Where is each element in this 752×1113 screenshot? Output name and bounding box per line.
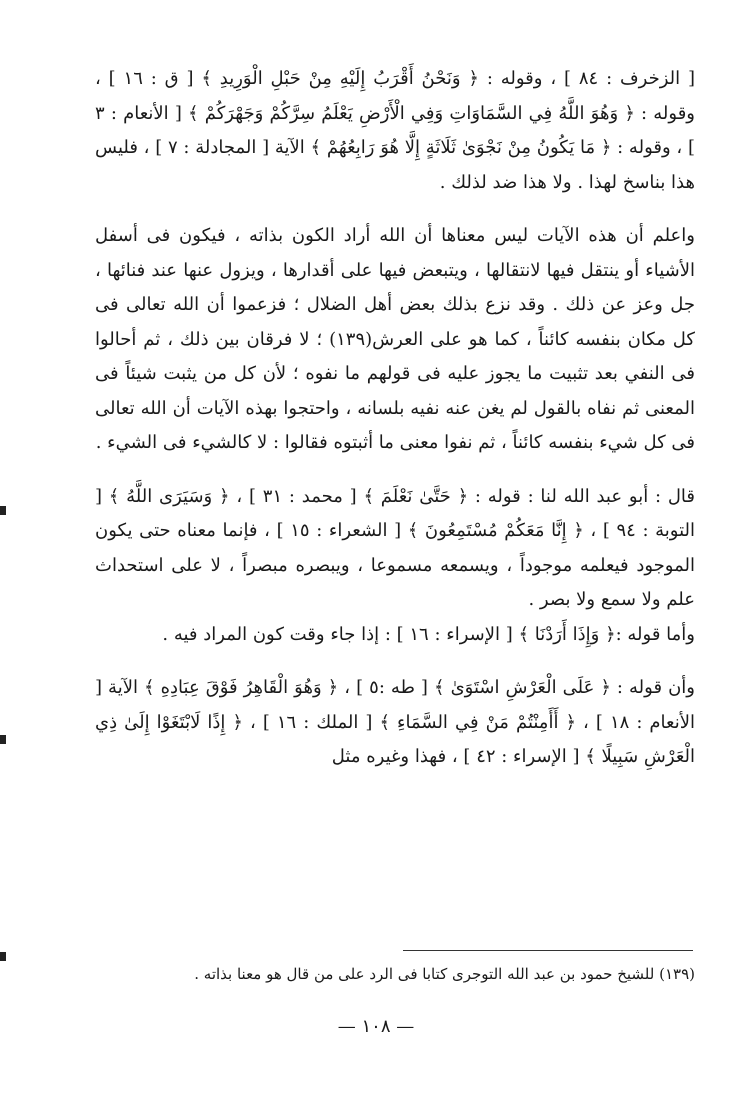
paragraph-4: وأما قوله :﴿ وَإِذَا أَرَدْنَا ﴾ [ الإسراء : ١٦ ] : إذا جاء وقت كون المراد فيه . <box>162 623 695 645</box>
page-number: — ١٠٨ — <box>337 1016 415 1037</box>
page-body <box>95 62 695 775</box>
paragraph-3: قال : أبو عبد الله لنا : قوله : ﴿ حَتَّىٰ نَعْلَمَ ﴾ [ محمد : ٣١ ] ، ﴿ وَسَيَرَى اللَّهُ ﴾ [ التوبة : ٩٤ ] ، ﴿ إِنَّا مَعَكُمْ مُسْتَمِعُونَ ﴾ [ الشعراء : ١٥ ] ، فإنما معناه حتى يكون الموجود فيعلمه موجوداً ، ويسمعه مسموعا ، ويبصره مبصراً ، لا على استحداث علم ولا سمع ولا بصر . <box>95 485 696 610</box>
margin-mark <box>0 506 6 515</box>
paragraph-1: [ الزخرف : ٨٤ ] ، وقوله : ﴿ وَنَحْنُ أَقْرَبُ إِلَيْهِ مِنْ حَبْلِ الْوَرِيدِ ﴾ [ ق : ١٦ ] ، وقوله : ﴿ وَهُوَ اللَّهُ فِي السَّمَاوَاتِ وَفِي الْأَرْضِ يَعْلَمُ سِرَّكُمْ وَجَهْرَكُمْ ﴾ [ الأنعام : ٣ ] ، وقوله : ﴿ مَا يَكُونُ مِنْ نَجْوَىٰ ثَلَاثَةٍ إِلَّا هُوَ رَابِعُهُمْ ﴾ الآية [ المجادلة : ٧ ] ، فليس هذا بناسخ لهذا . ولا هذا ضد لذلك . <box>95 68 696 193</box>
footnote: (١٣٩) للشيخ حمود بن عبد الله التوجرى كتابا فى الرد على من قال هو معنا بذاته . <box>194 965 695 983</box>
paragraph-2: واعلم أن هذه الآيات ليس معناها أن الله أراد الكون بذاته ، فيكون فى أسفل الأشياء أو ينتقل فيها لانتقالها ، ويتبعض فيها على أقدارها ، ويزول عنها عند فنائها ، جل وعز عن ذلك . وقد نزع بذلك بعض أهل الضلال ؛ فزعموا أن الله تعالى فى كل مكان بنفسه كائناً ، كما هو على العرش(١٣٩) ؛ لا فرقان بين ذلك ، ثم أحالوا فى النفي بعد تثبيت ما يجوز عليه فى قولهم ما نفوه ؛ لأن كل من يثبت شيئاً فى المعنى ثم نفاه بالقول لم يغن عنه نفيه بلسانه ، واحتجوا بهذه الآيات أن الله تعالى فى كل شيء بنفسه كائناً ، ثم نفوا معنى ما أثبتوه فقالوا : لا كالشيء فى الشيء . <box>95 225 696 453</box>
footnote-divider <box>403 950 693 951</box>
margin-mark <box>0 952 6 961</box>
margin-mark <box>0 735 6 744</box>
paragraph-5: وأن قوله : ﴿ عَلَى الْعَرْشِ اسْتَوَىٰ ﴾ [ طه :٥ ] ، ﴿ وَهُوَ الْقَاهِرُ فَوْقَ عِبَادِهِ ﴾ الآية [ الأنعام : ١٨ ] ، ﴿ أَأَمِنْتُمْ مَنْ فِي السَّمَاءِ ﴾ [ الملك : ١٦ ] ، ﴿ إِذًا لَابْتَغَوْا إِلَىٰ ذِي الْعَرْشِ سَبِيلًا ﴾ [ الإسراء : ٤٢ ] ، فهذا وغيره مثل <box>95 677 696 767</box>
